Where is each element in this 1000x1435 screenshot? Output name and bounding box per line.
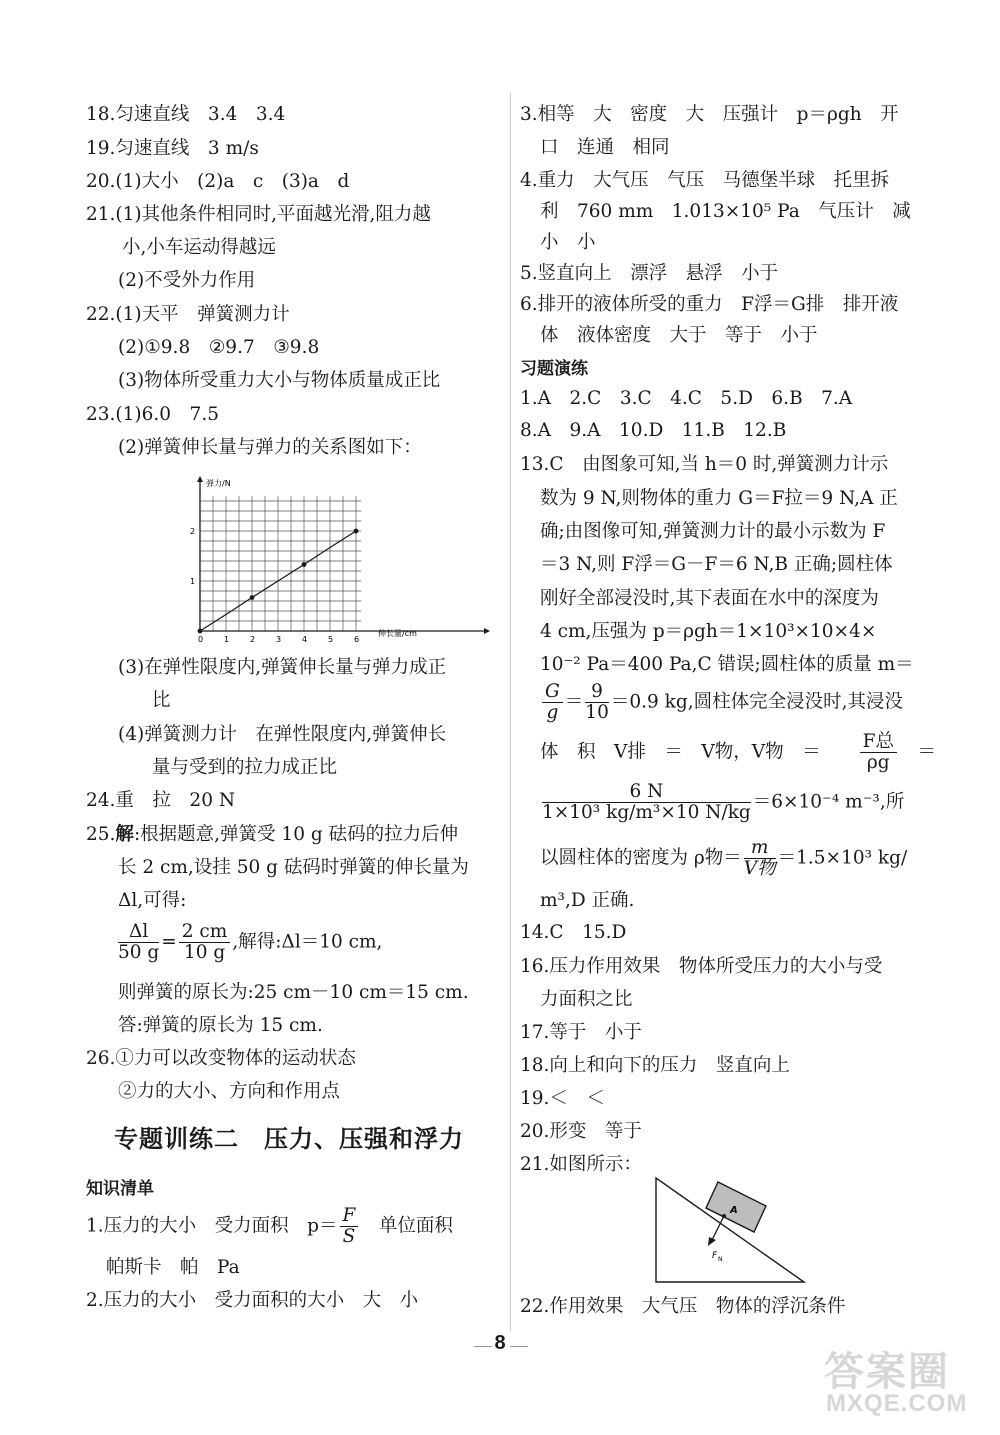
force-origin-dot bbox=[722, 1214, 726, 1218]
y-tick-label: 1 bbox=[190, 577, 196, 586]
practice-8-12: 8.A 9.A 10.D 11.B 12.B bbox=[520, 420, 787, 441]
knowledge-1-line1: 1.压力的大小 受力面积 p＝ $\frac{F}{S}$ 单位面积 bbox=[86, 1205, 453, 1247]
answer-25-line2: 长 2 cm,设挂 50 g 砝码时弹簧的伸长量为 bbox=[118, 857, 469, 878]
answer-13-line12: m³,D 正确. bbox=[540, 890, 635, 911]
section-title: 专题训练二 压力、压强和浮力 bbox=[114, 1125, 464, 1153]
answer-23-line1: 23.(1)6.0 7.5 bbox=[86, 404, 219, 425]
x-tick-label: 5 bbox=[328, 635, 334, 644]
answer-18r: 18.向上和向下的压力 竖直向上 bbox=[520, 1055, 790, 1076]
answer-21-line2: 小,小车运动得越远 bbox=[122, 237, 276, 258]
practice-heading: 习题演练 bbox=[520, 359, 588, 379]
fraction-2cm-10g: $\frac{2 cm}{10 g}$ bbox=[179, 922, 231, 963]
solution-label: 解 bbox=[115, 824, 134, 845]
answer-r3-line2: 口 连通 相同 bbox=[540, 137, 670, 158]
answer-r4-line1: 4.重力 大气压 气压 马德堡半球 托里拆 bbox=[520, 170, 890, 191]
answer-13-line7: 10⁻² Pa＝400 Pa,C 错误;圆柱体的质量 m＝ bbox=[540, 654, 914, 675]
answer-13-line4: ＝3 N,则 F浮＝G－F＝6 N,B 正确;圆柱体 bbox=[540, 554, 893, 575]
graph-x-label: 伸长量/cm bbox=[378, 629, 417, 638]
answer-20: 20.(1)大小 (2)a c (3)a d bbox=[86, 171, 350, 192]
x-tick-label: 6 bbox=[354, 635, 360, 644]
answer-19: 19.匀速直线 3 m/s bbox=[86, 138, 259, 159]
answer-r4-line2: 利 760 mm 1.013×10⁵ Pa 气压计 减 bbox=[540, 201, 911, 222]
answer-23-line5: (4)弹簧测力计 在弹性限度内,弹簧伸长 bbox=[118, 724, 447, 745]
answer-22-line2: (2)①9.8 ②9.7 ③9.8 bbox=[118, 337, 320, 358]
answer-25-line6: 答:弹簧的原长为 15 cm. bbox=[118, 1015, 323, 1036]
answer-26-line1: 26.①力可以改变物体的运动状态 bbox=[86, 1048, 356, 1069]
answer-22-line3: (3)物体所受重力大小与物体质量成正比 bbox=[118, 370, 441, 391]
force-label-subscript: N bbox=[718, 1256, 723, 1263]
normal-force-arrow bbox=[712, 1216, 724, 1240]
fraction-F-rho-g: $\frac{\text{F总}}{\rho g}$ bbox=[860, 732, 897, 773]
knowledge-2: 2.压力的大小 受力面积的大小 大 小 bbox=[86, 1290, 419, 1311]
answer-23-line2: (2)弹簧伸长量与弹力的关系图如下： bbox=[118, 437, 422, 458]
y-tick-label: 2 bbox=[190, 527, 196, 536]
answer-25-line5: 则弹簧的原长为:25 cm－10 cm＝15 cm. bbox=[118, 982, 469, 1003]
answer-24: 24.重 拉 20 N bbox=[86, 790, 236, 811]
answer-13-line5: 刚好全部浸没时,其下表面在水中的深度为 bbox=[540, 588, 879, 609]
incline-diagram bbox=[650, 1176, 810, 1286]
block-A-label: A bbox=[730, 1205, 738, 1216]
fraction-G-g: $\frac{G}{g}$ bbox=[542, 682, 563, 723]
x-axis-arrow-icon bbox=[484, 628, 490, 634]
answer-13-line6: 4 cm,压强为 p＝ρgh＝1×10³×10×4× bbox=[540, 621, 877, 642]
watermark-url: MXQE.COM bbox=[826, 1390, 968, 1417]
watermark-logo: 答案圈 bbox=[824, 1350, 950, 1394]
answer-23-line3: (3)在弹性限度内,弹簧伸长量与弹力成正 bbox=[118, 657, 447, 678]
practice-1-7: 1.A 2.C 3.C 4.C 5.D 6.B 7.A bbox=[520, 388, 853, 409]
answer-25-number: 25. bbox=[86, 824, 116, 845]
data-point bbox=[354, 529, 359, 534]
x-tick-label: 2 bbox=[250, 635, 256, 644]
answer-21r: 21.如图所示： bbox=[520, 1154, 642, 1175]
answer-25-line1 bbox=[86, 820, 458, 850]
knowledge-1-line2: 帕斯卡 帕 Pa bbox=[106, 1257, 240, 1278]
answer-13-line2: 数为 9 N,则物体的重力 G＝F拉＝9 N,A 正 bbox=[540, 488, 898, 509]
answer-r4-line3: 小 小 bbox=[540, 232, 596, 253]
answer-19r: 19.＜ ＜ bbox=[520, 1088, 605, 1109]
answer-23-line6: 量与受到的拉力成正比 bbox=[152, 757, 338, 778]
answer-21-line1: 21.(1)其他条件相同时,平面越光滑,阻力越 bbox=[86, 204, 431, 225]
answer-13-line8: $\frac{G}{g}$ ＝ $\frac{9}{10}$ ＝0.9 kg,圆柱体完全浸没时,其浸没 bbox=[540, 682, 903, 723]
fraction-F-S: $\frac{F}{S}$ bbox=[340, 1206, 359, 1247]
answer-13-line10: $\frac{6 N}{\text{1×10³ kg/m³×10 N/kg}}$ ＝6×10⁻⁴ m⁻³,所 bbox=[542, 781, 905, 823]
graph-y-label: 弹力/N bbox=[206, 479, 231, 488]
data-point bbox=[198, 629, 203, 634]
knowledge-heading: 知识清单 bbox=[86, 1179, 154, 1199]
answer-13-line1: 13.C 由图象可知,当 h＝0 时,弹簧测力计示 bbox=[520, 454, 889, 475]
answer-25-line3: Δl,可得: bbox=[118, 890, 187, 911]
x-tick-label: 3 bbox=[276, 635, 282, 644]
arrowhead-icon bbox=[708, 1237, 716, 1246]
answer-16-line2: 力面积之比 bbox=[540, 989, 633, 1010]
y-axis-arrow-icon bbox=[197, 476, 203, 482]
fraction-volume: $\frac{6 N}{\text{1×10³ kg/m³×10 N/kg}}$ bbox=[542, 781, 751, 823]
graph-grid bbox=[200, 496, 361, 631]
spring-force-graph bbox=[174, 474, 494, 644]
answer-23-line4: 比 bbox=[152, 690, 171, 711]
answer-22r: 22.作用效果 大气压 物体的浮沉条件 bbox=[520, 1296, 846, 1317]
answer-18: 18.匀速直线 3.4 3.4 bbox=[86, 104, 286, 125]
data-point bbox=[250, 595, 255, 600]
answer-r5: 5.竖直向上 漂浮 悬浮 小于 bbox=[520, 263, 779, 284]
answer-13-line11: 以圆柱体的密度为 ρ物＝ $\frac{m}{\text{V物}}$ ＝1.5×10³ kg/ bbox=[540, 837, 908, 879]
fraction-m-V: $\frac{m}{\text{V物}}$ bbox=[743, 837, 776, 879]
answer-17: 17.等于 小于 bbox=[520, 1022, 642, 1043]
fraction-dl-50g: $\frac{\Delta l}{50 g}$ bbox=[118, 921, 160, 963]
column-divider bbox=[510, 92, 511, 1332]
answer-13-line9: 体 积 V排 ＝ V物，V物 ＝ $\frac{\text{F总}}{\rho g}$ ＝ bbox=[540, 731, 936, 773]
answer-13-line3: 确;由图像可知,弹簧测力计的最小示数为 F bbox=[540, 521, 886, 542]
answer-20r: 20.形变 等于 bbox=[520, 1121, 642, 1142]
answer-25-text: :根据题意,弹簧受 10 g 砝码的拉力后伸 bbox=[133, 824, 459, 845]
force-label: F bbox=[712, 1251, 718, 1261]
page-number: 8 bbox=[0, 1332, 1000, 1355]
answer-22-line1: 22.(1)天平 弹簧测力计 bbox=[86, 304, 290, 325]
data-point bbox=[302, 562, 307, 567]
watermark bbox=[820, 1340, 990, 1430]
answer-r6-line2: 体 液体密度 大于 等于 小于 bbox=[540, 325, 818, 346]
x-tick-label: 0 bbox=[198, 635, 204, 644]
answer-14-15: 14.C 15.D bbox=[520, 922, 627, 943]
answer-25-equation: $\frac{\Delta l}{50 g}$ = $\frac{2 cm}{10 g}$ ,解得:Δl＝10 cm, bbox=[118, 921, 383, 963]
answer-r3-line1: 3.相等 大 密度 大 压强计 p＝ρgh 开 bbox=[520, 104, 899, 125]
fraction-9-10: $\frac{9}{10}$ bbox=[585, 681, 609, 723]
answer-21-line3: (2)不受外力作用 bbox=[118, 270, 256, 291]
answer-r6-line1: 6.排开的液体所受的重力 F浮＝G排 排开液 bbox=[520, 294, 899, 315]
answer-16-line1: 16.压力作用效果 物体所受压力的大小与受 bbox=[520, 956, 883, 977]
answer-26-line2: ②力的大小、方向和作用点 bbox=[118, 1081, 341, 1102]
x-tick-label: 1 bbox=[224, 635, 230, 644]
x-tick-label: 4 bbox=[302, 635, 308, 644]
